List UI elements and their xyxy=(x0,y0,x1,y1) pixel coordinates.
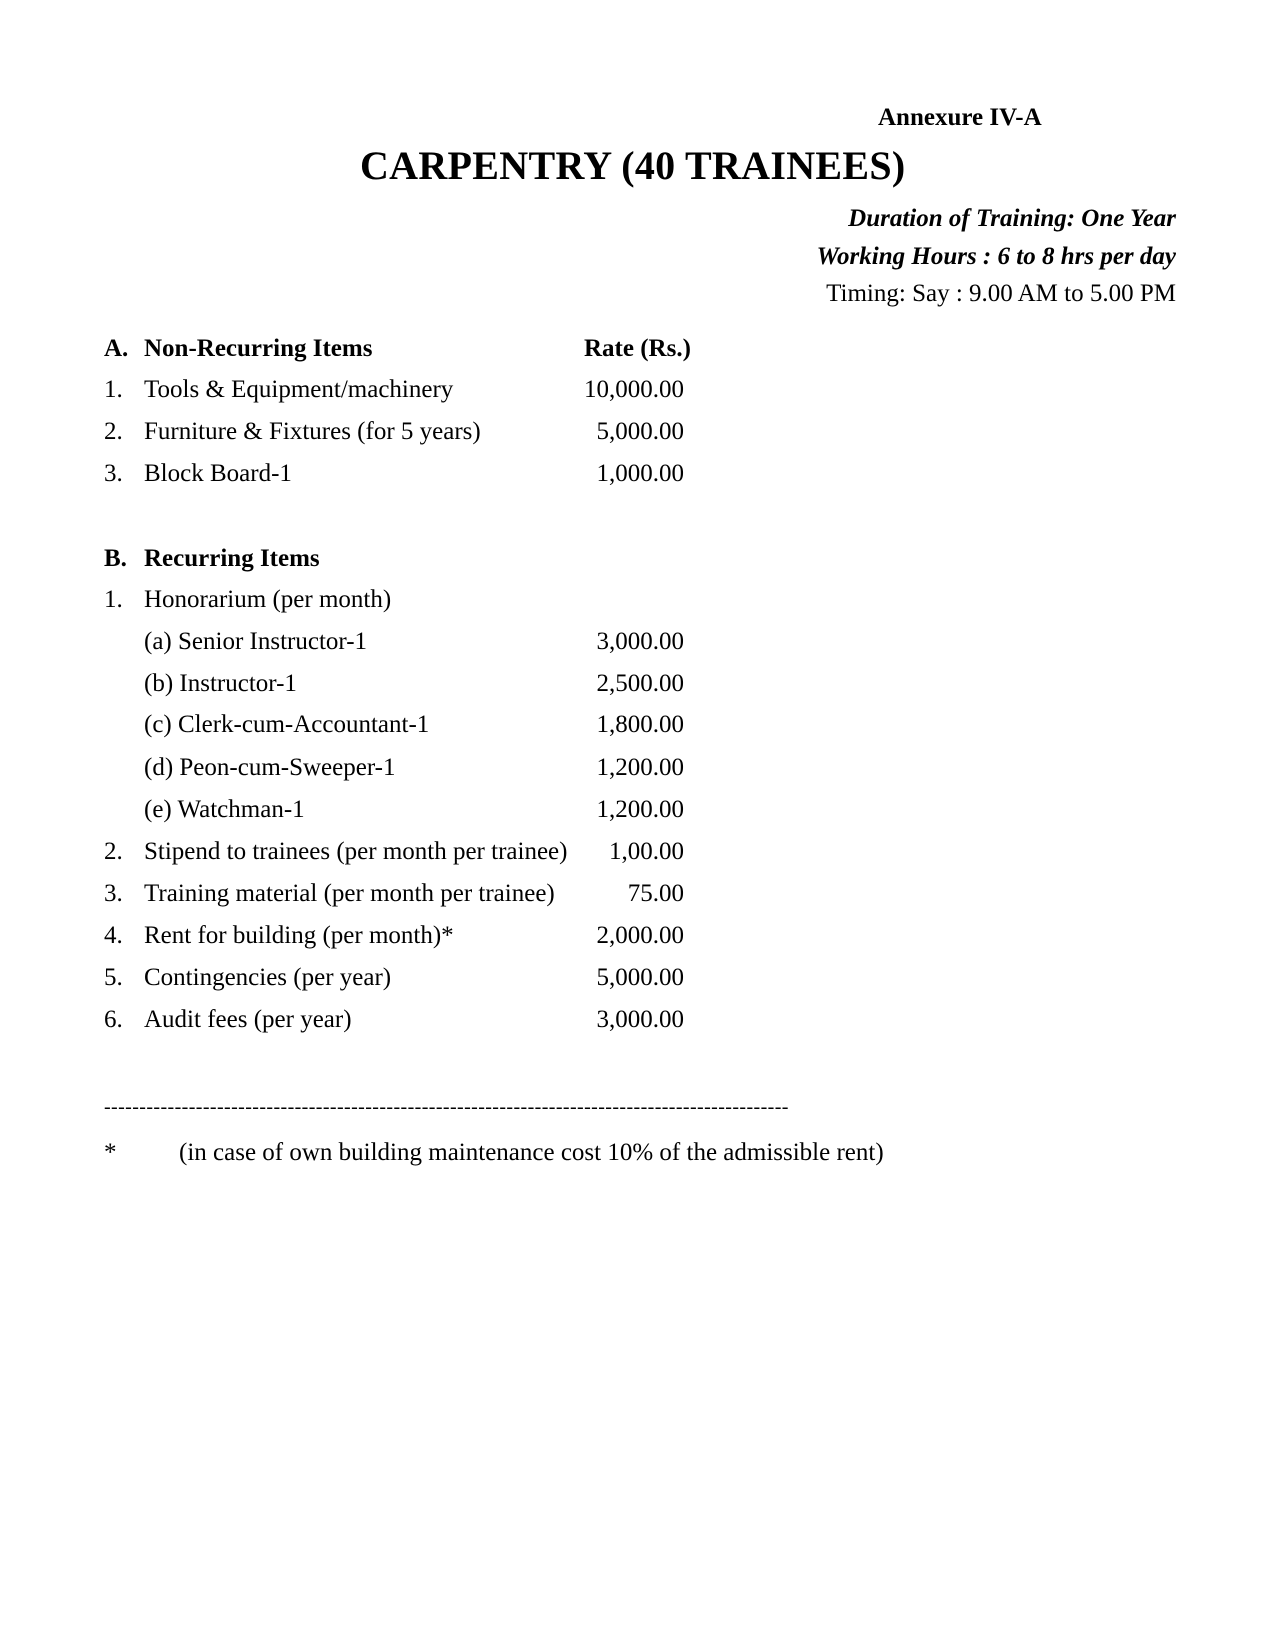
item-label: Tools & Equipment/machinery xyxy=(144,376,454,403)
page-title: CARPENTRY (40 TRAINEES) xyxy=(360,143,906,188)
item-label: Rent for building (per month)* xyxy=(144,922,454,949)
list-item xyxy=(0,880,1275,914)
list-item xyxy=(0,376,1275,410)
item-number: 1. xyxy=(104,376,123,403)
list-item xyxy=(0,1006,1275,1040)
sub-list-item xyxy=(0,711,1275,745)
subitem-value: 1,200.00 xyxy=(596,796,684,823)
footnote-marker: * xyxy=(104,1139,117,1166)
section-b-header xyxy=(0,545,1275,579)
list-item xyxy=(0,460,1275,494)
item-number: 5. xyxy=(104,964,123,991)
subitem-label: (d) Peon-cum-Sweeper-1 xyxy=(144,754,396,781)
subitem-label: (b) Instructor-1 xyxy=(144,670,297,697)
item-label: Stipend to trainees (per month per trainee) xyxy=(144,838,568,865)
footnote-text: (in case of own building maintenance cost 10% of the admissible rent) xyxy=(179,1139,884,1166)
item-number: 3. xyxy=(104,460,123,487)
list-item xyxy=(0,586,1275,620)
subitem-label: (a) Senior Instructor-1 xyxy=(144,628,368,655)
item-number: 1. xyxy=(104,586,123,613)
sub-list-item xyxy=(0,754,1275,788)
section-b-letter: B. xyxy=(104,545,127,572)
item-label: Training material (per month per trainee) xyxy=(144,880,555,907)
sub-list-item xyxy=(0,628,1275,662)
section-a-heading: Non-Recurring Items xyxy=(144,335,373,362)
item-label: Furniture & Fixtures (for 5 years) xyxy=(144,418,481,445)
item-value: 75.00 xyxy=(627,880,684,907)
item-label: Contingencies (per year) xyxy=(144,964,392,991)
list-item xyxy=(0,418,1275,452)
list-item xyxy=(0,964,1275,998)
list-item xyxy=(0,922,1275,956)
item-number: 3. xyxy=(104,880,123,907)
subitem-value: 1,200.00 xyxy=(596,754,684,781)
section-a-header xyxy=(0,335,1275,369)
subitem-value: 1,800.00 xyxy=(596,711,684,738)
subitem-label: (e) Watchman-1 xyxy=(144,796,305,823)
item-label: Block Board-1 xyxy=(144,460,292,487)
item-value: 1,000.00 xyxy=(596,460,684,487)
subitem-label: (c) Clerk-cum-Accountant-1 xyxy=(144,711,430,738)
timing: Timing: Say : 9.00 AM to 5.00 PM xyxy=(826,280,1176,307)
sub-list-item xyxy=(0,796,1275,830)
item-number: 4. xyxy=(104,922,123,949)
item-number: 2. xyxy=(104,418,123,445)
annexure-label: Annexure IV-A xyxy=(878,104,1042,131)
rate-heading: Rate (Rs.) xyxy=(584,335,691,362)
dashed-divider: ------------------------------------------------------------------------------------------------- xyxy=(104,1096,789,1118)
item-value: 1,00.00 xyxy=(609,838,684,865)
item-value: 10,000.00 xyxy=(584,376,684,403)
subitem-value: 3,000.00 xyxy=(596,628,684,655)
list-item xyxy=(0,838,1275,872)
item-label: Honorarium (per month) xyxy=(144,586,392,613)
item-label: Audit fees (per year) xyxy=(144,1006,352,1033)
section-b-heading: Recurring Items xyxy=(144,545,320,572)
item-value: 5,000.00 xyxy=(596,418,684,445)
subitem-value: 2,500.00 xyxy=(596,670,684,697)
item-value: 3,000.00 xyxy=(596,1006,684,1033)
item-value: 5,000.00 xyxy=(596,964,684,991)
section-a-letter: A. xyxy=(104,335,129,362)
sub-list-item xyxy=(0,670,1275,704)
training-duration: Duration of Training: One Year xyxy=(848,205,1176,232)
item-number: 2. xyxy=(104,838,123,865)
working-hours: Working Hours : 6 to 8 hrs per day xyxy=(816,243,1176,270)
item-number: 6. xyxy=(104,1006,123,1033)
item-value: 2,000.00 xyxy=(596,922,684,949)
